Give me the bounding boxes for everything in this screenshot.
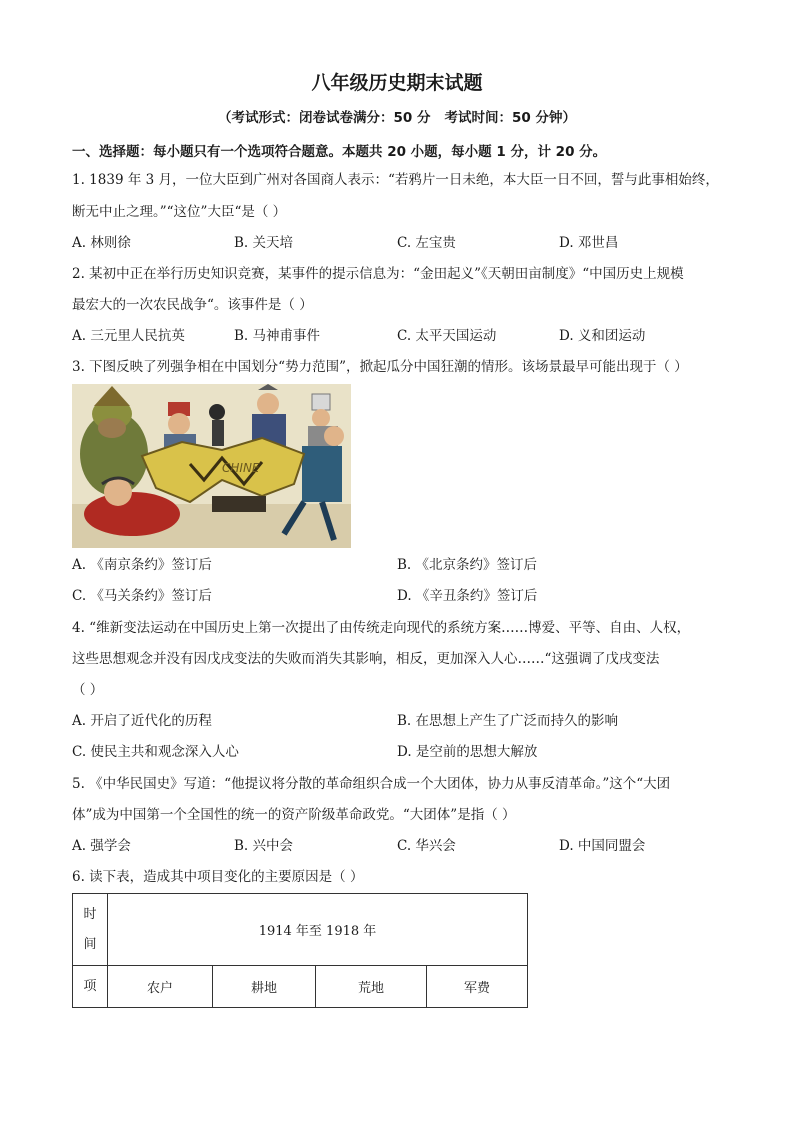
section-heading: 一、选择题：每小题只有一个选项符合题意。本题共 20 小题，每小题 1 分，计 20 分。 [72,144,607,160]
item-cell-wasteland: 荒地 [316,966,427,1008]
time-label-char-2: 间 [83,936,97,952]
item-label-cell: 项 [73,966,108,1008]
question-6-line-1: 6. 读下表，造成其中项目变化的主要原因是（ ） [72,869,364,885]
cartoon-caption-text: CHINE [222,461,260,475]
q4-option-a: A. 开启了近代化的历程 [72,713,212,729]
question-1-line-2: 断无中止之理。”“这位”大臣“是（ ） [72,204,287,220]
item-cell-military-spending: 军费 [427,966,528,1008]
item-cell-peasants: 农户 [108,966,213,1008]
time-label-char-1: 时 [83,906,97,922]
time-value-cell: 1914 年至 1918 年 [108,894,528,966]
question-1-line-1: 1. 1839 年 3 月，一位大臣到广州对各国商人表示：“若鸦片一日未绝，本大臣一日不回，誓与此事相始终， [72,172,719,188]
question-5-line-2: 体”成为中国第一个全国性的统一的资产阶级革命政党。“大团体”是指（ ） [72,807,516,823]
question-4-line-3: （ ） [72,682,104,698]
exam-info: （考试形式：闭卷试卷满分：50 分 考试时间：50 分钟） [217,110,577,126]
q3-option-b: B. 《北京条约》签订后 [397,557,538,573]
q5-option-d: D. 中国同盟会 [559,838,646,854]
question-4-line-1: 4. “维新变法运动在中国历史上第一次提出了由传统走向现代的系统方案……博爱、平等、自由、人权， [72,620,691,636]
q4-option-b: B. 在思想上产生了广泛而持久的影响 [397,713,619,729]
q2-option-b: B. 马神甫事件 [234,328,321,344]
q3-option-d: D. 《辛丑条约》签订后 [397,588,538,604]
question-4-line-2: 这些思想观念并没有因戊戌变法的失败而消失其影响，相反，更加深入人心……“这强调了戊戌变法 [72,651,660,667]
q1-option-c: C. 左宝贵 [397,235,456,251]
carving-up-china-cartoon [72,384,351,548]
q3-option-c: C. 《马关条约》签订后 [72,588,212,604]
item-cell-farmland: 耕地 [213,966,316,1008]
q1-option-b: B. 关天培 [234,235,294,251]
question-5-line-1: 5. 《中华民国史》写道：“他提议将分散的革命组织合成一个大团体，协力从事反清革命。”这个“大团 [72,776,671,792]
q1-option-d: D. 邓世昌 [559,235,619,251]
question-3-line-1: 3. 下图反映了列强争相在中国划分“势力范围”，掀起瓜分中国狂潮的情形。该场景最早可能出现于（ ） [72,359,688,375]
q5-option-b: B. 兴中会 [234,838,294,854]
question-2-line-1: 2. 某初中正在举行历史知识竞赛，某事件的提示信息为：“金田起义”《天朝田亩制度》“中国历史上规模 [72,266,684,282]
cartoon-illustration [72,384,351,548]
q1-option-a: A. 林则徐 [72,235,131,251]
q5-option-c: C. 华兴会 [397,838,456,854]
q2-option-a: A. 三元里人民抗英 [72,328,185,344]
q2-option-c: C. 太平天国运动 [397,328,497,344]
q2-option-d: D. 义和团运动 [559,328,646,344]
q5-option-a: A. 强学会 [72,838,131,854]
q4-option-c: C. 使民主共和观念深入人心 [72,744,239,760]
page-title: 八年级历史期末试题 [311,72,483,94]
q4-option-d: D. 是空前的思想大解放 [397,744,538,760]
time-label-cell [73,894,108,966]
question-6-table [72,893,528,1008]
q3-option-a: A. 《南京条约》签订后 [72,557,212,573]
question-2-line-2: 最宏大的一次农民战争“。该事件是（ ） [72,297,313,313]
